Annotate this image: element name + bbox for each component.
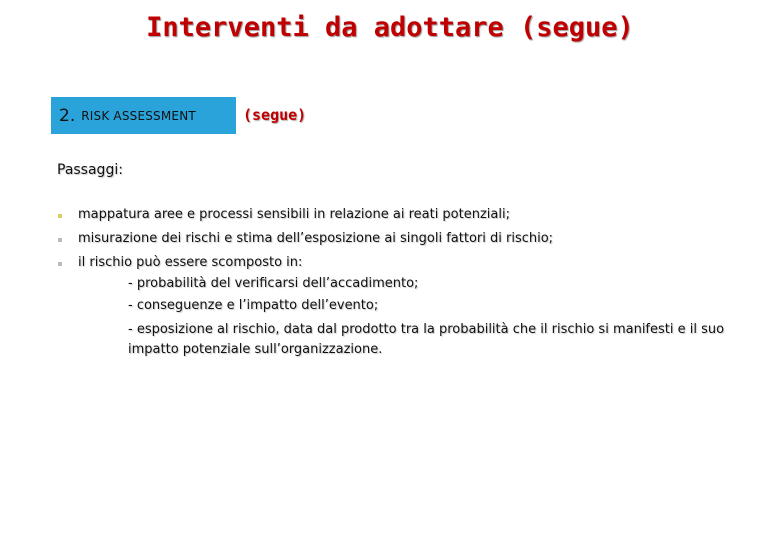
bullet-text: mappatura aree e processi sensibili in relazione ai reati potenziali;: [78, 207, 510, 222]
bullet-item: [58, 231, 553, 246]
section-number: 2.: [59, 105, 76, 126]
sub-item: - esposizione al rischio, data dal prodotto tra la probabilità che il rischio si manifesti e il suo impatto potenziale sull’organizzazione.: [128, 322, 725, 357]
continued-label: (segue): [243, 106, 307, 124]
section-label: RISK ASSESSMENT: [81, 108, 196, 123]
section-heading-box: [51, 97, 236, 134]
bullet-text: misurazione dei rischi e stima dell’esposizione ai singoli fattori di rischio;: [78, 231, 554, 246]
bullet-item: [58, 207, 510, 222]
bullet-square-icon: [58, 262, 62, 266]
intro-heading: Passaggi:: [57, 162, 123, 178]
bullet-square-icon: [58, 238, 62, 242]
bullet-item: [58, 255, 302, 270]
sub-item: - probabilità del verificarsi dell’accadimento;: [128, 276, 419, 291]
bullet-square-icon: [58, 214, 62, 218]
bullet-text: il rischio può essere scomposto in:: [78, 255, 303, 270]
sub-item: - conseguenze e l’impatto dell’evento;: [128, 298, 379, 313]
page-title: Interventi da adottare (segue): [146, 12, 634, 43]
